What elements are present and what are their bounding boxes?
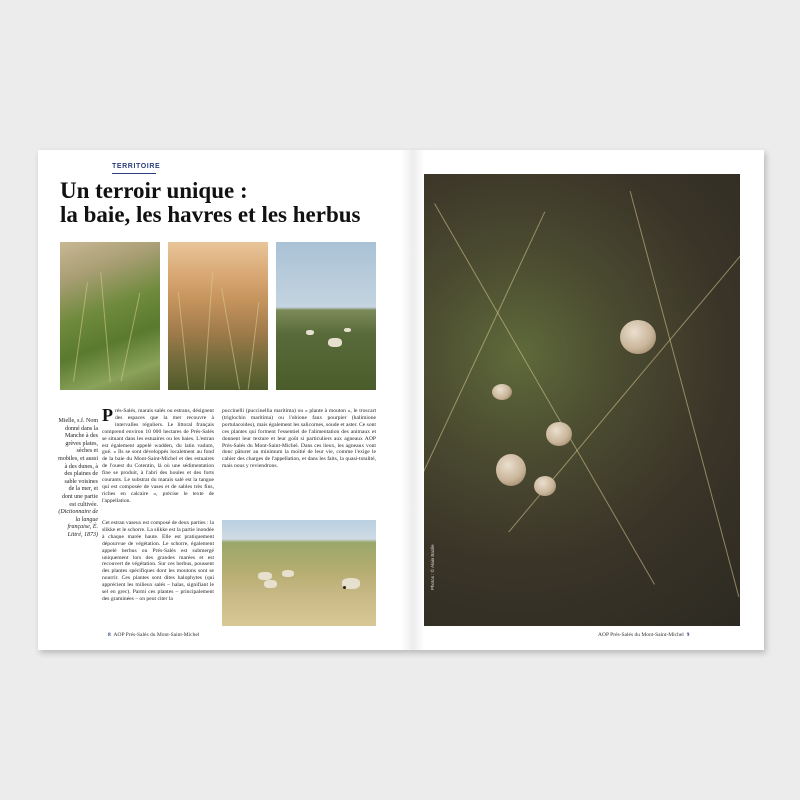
footer-left-text: AOP Prés-Salés du Mont-Saint-Michel xyxy=(113,632,200,638)
page-number-right: 9 xyxy=(686,632,690,638)
photo-sunset-grass xyxy=(168,242,268,390)
body-col3-text: Cet estran vaseux est composé de deux parties : la slikke et le schorre. La slikke est la partie inondée à chaque marée haute. Elle est pratiquement dépourvue de végétation. Le schorre, également appelé herbus ou Prés-Salés est submergé uniquement lors des grandes marées et est recouvert de végétation. Sur ces herbus, poussent des plantes spécifiques dont les moutons sont se nourrir. Ces plantes sont dites halophytes (qui apprécient les milieux salés – halas, signifiant le sel en grec). Parmi ces plantes – principalement des graminées – on peut citer la xyxy=(102,520,214,602)
definition-source: (Dictionnaire de la langue française, É. Littré, 1873) xyxy=(58,509,98,538)
title-line-1: Un terroir unique : xyxy=(60,178,248,203)
page-gutter xyxy=(401,150,425,650)
section-kicker: TERRITOIRE xyxy=(112,163,161,170)
article-title xyxy=(60,179,390,227)
body-column-1b xyxy=(102,520,214,603)
photo-grass-closeup xyxy=(60,242,160,390)
footer-right xyxy=(598,632,689,638)
photo-salt-marsh-sheep xyxy=(276,242,376,390)
page-number-left: 8 xyxy=(108,632,111,638)
magazine-spread xyxy=(38,150,764,650)
body-col2-text: puccinelli (puccinellia maritima) ou « plante à mouton », le troscart (triglochin maritima) ou l'obione faux pourpier (halimione portulacoides), mais également les salicornes, soude et aster. Ce sont ces plantes qui forment l'essentiel de l'alimentation des animaux et donnent leur texture et leur goût si particuliers aux agneaux AOP Prés-Salés du Mont-Saint-Michel. Dans ces lieux, les agneaux vont donc pâturer au minimum la moitié de leur vie, comme l'exige le cahier des charges de l'appellation, et dans les faits, la quasi-totalité, mais nous y reviendrons. xyxy=(222,408,376,470)
photo-credit: Photos : © Alain Bazile xyxy=(430,544,435,590)
definition-sidebar xyxy=(58,418,98,540)
body-column-2 xyxy=(222,408,376,470)
drop-cap: P xyxy=(102,405,113,425)
crab-shell xyxy=(546,422,572,446)
photo-crab-shells xyxy=(424,174,740,626)
definition-text: Mielle, s.f. Nom donné dans la Manche à des grèves plates, sèches et mobiles, et aussi à des dunes, à des plaines de sable voisines de la mer, et dont une partie est cultivée. xyxy=(58,418,98,508)
footer-left xyxy=(108,632,199,638)
footer-right-text: AOP Prés-Salés du Mont-Saint-Michel xyxy=(598,632,684,638)
crab-shell xyxy=(492,384,512,400)
crab-shell xyxy=(534,476,556,496)
photo-sheep-grazing xyxy=(222,520,376,626)
crab-shell xyxy=(496,454,526,486)
title-line-2: la baie, les havres et les herbus xyxy=(60,202,361,227)
body-column-1 xyxy=(102,405,214,505)
body-col1-text: rés-Salés, marais salés ou estrans, désignent des espaces que la mer recouvre à intervalles réguliers. Le littoral français comprend environ 10 000 hectares de Prés-Salés se situant dans les estuaires ou les baies. L'estran est également appelé wadden, du latin vadum, gué. « Ils se sont développés localement au fond de la baie du Mont-Saint-Michel et des estuaires de l'ouest du Cotentin, là où une sédimentation fine se produit, à l'abri des houles et des forts courants. Le substrat du marais salé est la tangue qui est composée de vases et de sables très fins, riches en calcaire », précise le texte de l'appellation. xyxy=(102,408,214,504)
kicker-rule xyxy=(112,173,156,174)
crab-shell xyxy=(620,320,656,354)
